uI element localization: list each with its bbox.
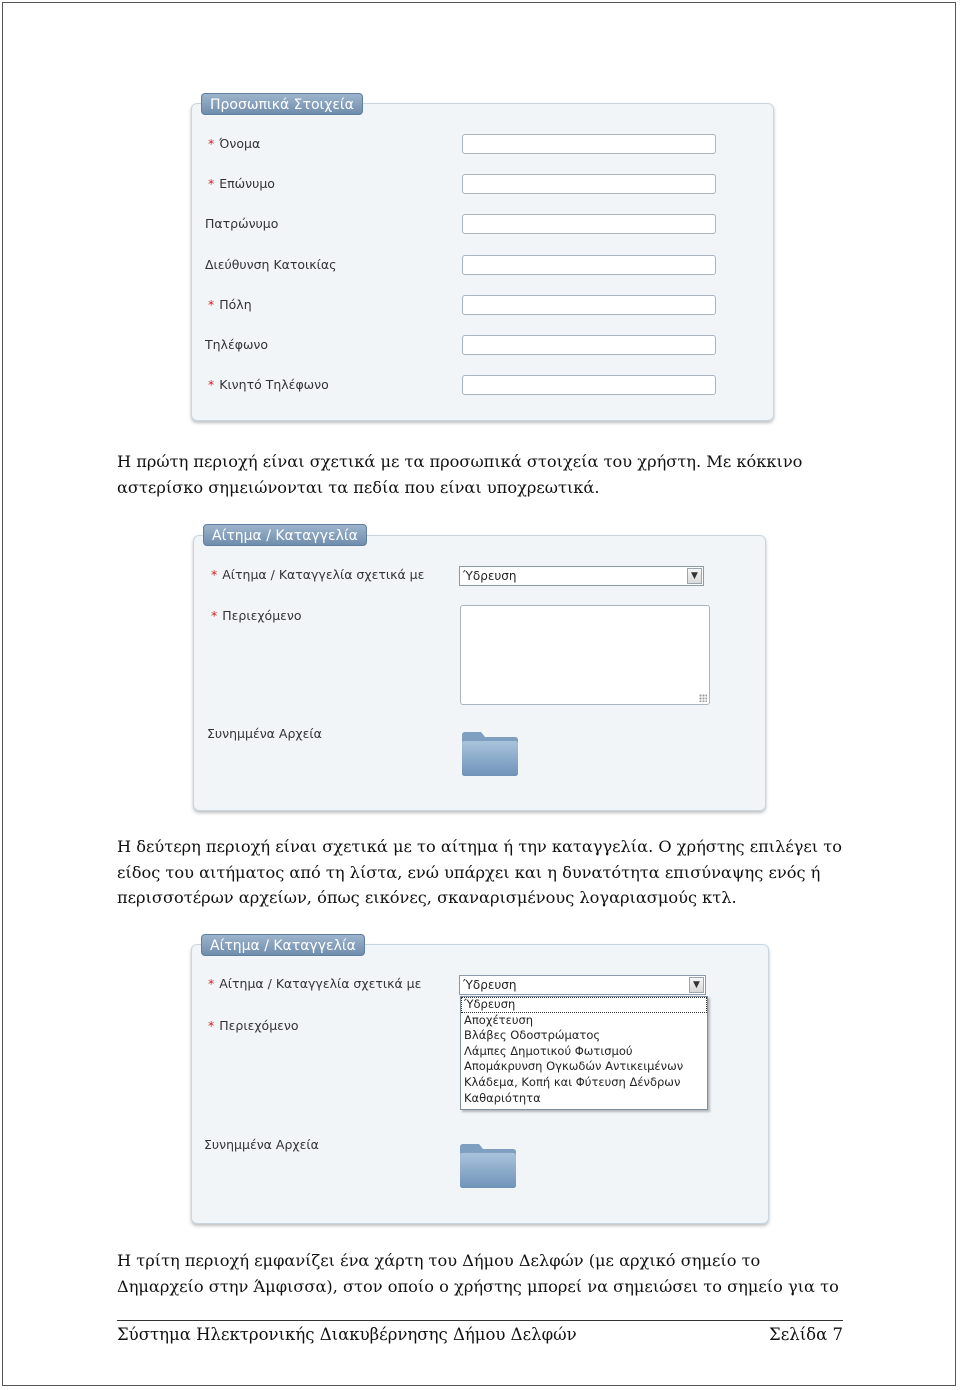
city-input[interactable]	[462, 295, 716, 315]
folder-icon[interactable]	[459, 1141, 517, 1189]
phone-input[interactable]	[462, 335, 716, 355]
fathers-name-label: Πατρώνυμο	[205, 216, 279, 231]
attachments-label: Συνημμένα Αρχεία	[207, 726, 322, 741]
request-type-select[interactable]: Ύδρευση ▼	[459, 566, 704, 586]
request-tab: Αίτημα / Καταγγελία	[203, 524, 367, 546]
request-tab-open: Αίτημα / Καταγγελία	[201, 934, 365, 956]
option-tree-pruning[interactable]: Κλάδεμα, Κοπή και Φύτευση Δένδρων	[464, 1074, 681, 1089]
city-label: * Πόλη	[208, 297, 252, 312]
paragraph-map: Η τρίτη περιοχή εμφανίζει ένα χάρτη του Δήμου Δελφών (με αρχικό σημείο το Δημαρχείο στην Άμφισσα), στον οποίο ο χρήστης μπορεί να σημειώσει το σημείο για το	[117, 1251, 839, 1296]
last-name-label: * Επώνυμο	[208, 176, 275, 191]
first-name-input[interactable]	[462, 134, 716, 154]
request-type-options	[460, 996, 708, 1110]
footer-page-number: Σελίδα 7	[769, 1325, 843, 1344]
content-label-open: * Περιεχόμενο	[208, 1018, 299, 1033]
content-textarea[interactable]	[460, 605, 710, 705]
resize-grip-icon[interactable]	[699, 694, 707, 702]
address-input[interactable]	[462, 255, 716, 275]
phone-label: Τηλέφωνο	[205, 337, 269, 352]
chevron-down-icon[interactable]: ▼	[689, 977, 704, 993]
footer-title: Σύστημα Ηλεκτρονικής Διακυβέρνησης Δήμου Δελφών	[117, 1325, 577, 1344]
mobile-label: * Κινητό Τηλέφωνο	[208, 377, 329, 392]
request-type-label-open: * Αίτημα / Καταγγελία σχετικά με	[208, 976, 422, 991]
last-name-input[interactable]	[462, 174, 716, 194]
page-footer	[117, 1325, 843, 1344]
option-sewerage[interactable]: Αποχέτευση	[464, 1012, 534, 1027]
option-street-lights[interactable]: Λάμπες Δημοτικού Φωτισμού	[464, 1043, 633, 1058]
request-type-select-open[interactable]: Ύδρευση ▼	[459, 975, 706, 995]
personal-details-tab: Προσωπικά Στοιχεία	[201, 93, 363, 115]
folder-icon[interactable]	[461, 729, 519, 777]
paragraph-personal-details: Η πρώτη περιοχή είναι σχετικά με τα προσωπικά στοιχεία του χρήστη. Με κόκκινο αστερίσκο σημειώνονται τα πεδία που είναι υποχρεωτικά.	[117, 452, 803, 497]
option-bulky-items[interactable]: Απομάκρυνση Ογκωδών Αντικειμένων	[464, 1059, 684, 1074]
paragraph-request: Η δεύτερη περιοχή είναι σχετικά με το αίτημα ή την καταγγελία. Ο χρήστης επιλέγει το είδος του αιτήματος από τη λίστα, ενώ υπάρχει και η δυνατότητα επισύναψης ενός ή περισσοτέρων αρχείων, όπως εικόνες, σκαναρισμένους λογαριασμούς κτλ.	[117, 837, 842, 907]
chevron-down-icon[interactable]: ▼	[687, 568, 702, 584]
request-type-label: * Αίτημα / Καταγγελία σχετικά με	[211, 567, 425, 582]
fathers-name-input[interactable]	[462, 214, 716, 234]
option-water-supply[interactable]: Ύδρευση	[461, 997, 707, 1013]
address-label: Διεύθυνση Κατοικίας	[205, 257, 337, 272]
attachments-label-open: Συνημμένα Αρχεία	[204, 1137, 319, 1152]
content-label: * Περιεχόμενο	[211, 608, 302, 623]
first-name-label: * Όνομα	[208, 136, 261, 151]
mobile-input[interactable]	[462, 375, 716, 395]
option-road-damage[interactable]: Βλάβες Οδοστρώματος	[464, 1028, 601, 1043]
option-cleaning[interactable]: Καθαριότητα	[464, 1090, 541, 1105]
footer-divider	[117, 1320, 843, 1321]
